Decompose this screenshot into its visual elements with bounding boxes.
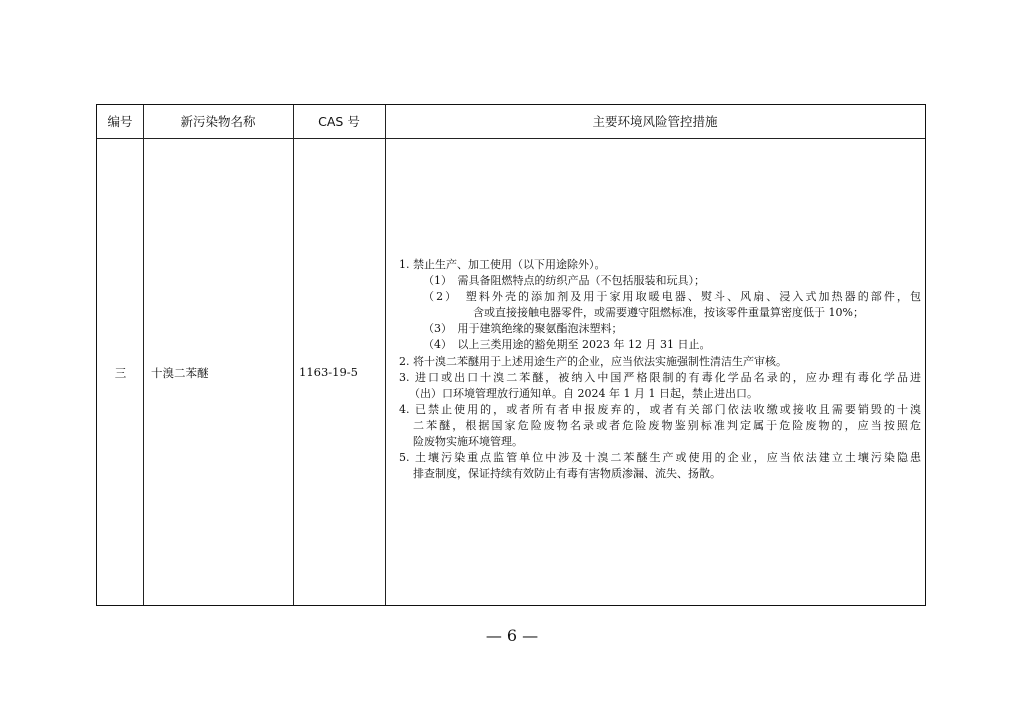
measure-line: （4） 以上三类用途的豁免期至 2023 年 12 月 31 日止。 (423, 338, 711, 352)
measure-line: 3. 进口或出口十溴二苯醚，被纳入中国严格限制的有毒化学品名录的，应办理有毒化学品进 (399, 370, 921, 384)
header-divider (97, 138, 925, 139)
measure-line: 排查制度，保证持续有效防止有毒有害物质渗漏、流失、扬散。 (413, 467, 721, 481)
column-divider (385, 105, 386, 605)
measure-line: 险废物实施环境管理。 (413, 435, 523, 449)
measure-line: 含或直接接触电器零件，或需要遵守阻燃标准，按该零件重量算密度低于 10%； (473, 306, 864, 320)
measure-line: 2. 将十溴二苯醚用于上述用途生产的企业，应当依法实施强制性清洁生产审核。 (399, 354, 787, 368)
cas-number: 1163-19-5 (299, 365, 358, 379)
row-number: 三 (114, 366, 127, 380)
measure-line: （3） 用于建筑绝缘的聚氨酯泡沫塑料； (423, 322, 623, 336)
header-cas-number: CAS 号 (318, 114, 360, 129)
measure-line: 1. 禁止生产、加工使用（以下用途除外）。 (399, 258, 606, 271)
header-control-measures: 主要环境风险管控措施 (592, 114, 718, 129)
measure-line: （2） 塑料外壳的添加剂及用于家用取暖电器、熨斗、风扇、浸入式加热器的部件，包 (423, 290, 921, 304)
measure-line: 4. 已禁止使用的，或者所有者申报废弃的，或者有关部门依法收缴或接收且需要销毁的十溴 (399, 402, 921, 416)
column-divider (143, 105, 144, 605)
control-measures (395, 257, 921, 482)
measure-line: 5. 土壤污染重点监管单位中涉及十溴二苯醚生产或使用的企业，应当依法建立土壤污染隐患 (399, 451, 921, 465)
measure-line: （出）口环境管理放行通知单。自 2024 年 1 月 1 日起，禁止进出口。 (409, 386, 758, 400)
pollutant-name: 十溴二苯醚 (151, 366, 209, 380)
measure-line: （1） 需具备阻燃特点的纺织产品（不包括服装和玩具）； (423, 274, 705, 288)
measure-line: 二苯醚，根据国家危险废物名录或者危险废物鉴别标准判定属于危险废物的，应当按照危 (413, 418, 921, 432)
header-pollutant-name: 新污染物名称 (180, 114, 256, 129)
pollutant-table (96, 104, 926, 606)
page-number: — 6 — (485, 626, 539, 645)
header-number: 编号 (107, 114, 133, 129)
column-divider (293, 105, 294, 605)
